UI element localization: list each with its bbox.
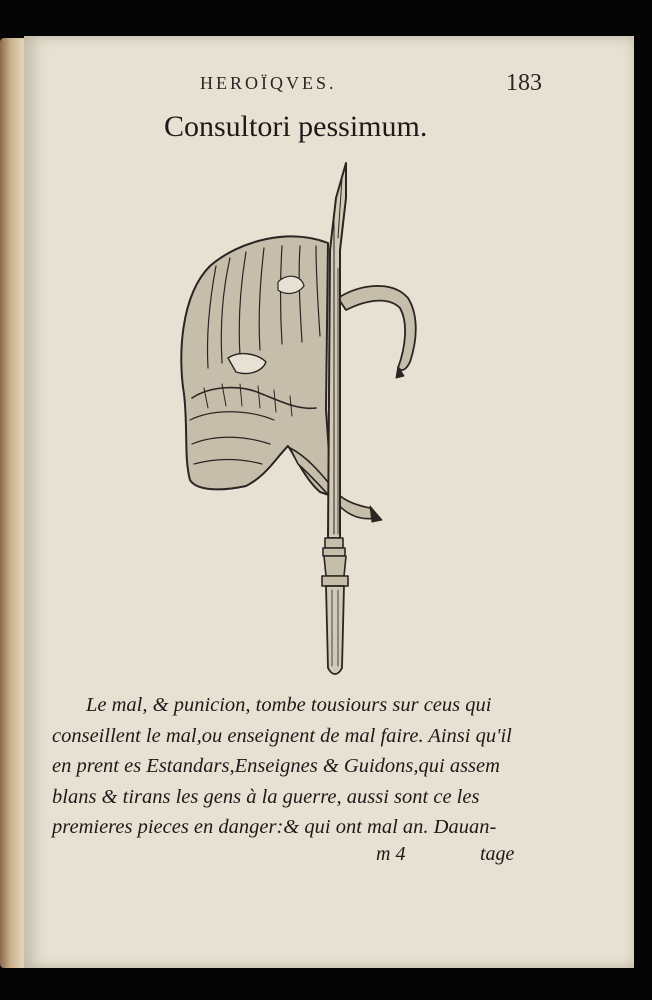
signature-mark: m 4: [376, 843, 406, 865]
catchword: tage: [480, 843, 515, 865]
page-number: 183: [506, 70, 542, 96]
commentary-line: conseillent le mal,ou enseignent de mal faire. Ainsi qu'il: [52, 724, 512, 747]
commentary-line: Le mal, & punicion, tombe tousiours sur ceus qui: [86, 694, 492, 716]
running-title: HEROÏQVES.: [200, 73, 337, 93]
emblem-commentary: [52, 690, 532, 843]
commentary-line: blans & tirans les gens à la guerre, aussi sont ce les: [52, 785, 480, 808]
banner-lance-woodcut-icon: [170, 158, 440, 688]
emblem-motto: Consultori pessimum.: [164, 110, 428, 143]
commentary-line: en prent es Estandars,Enseignes & Guidons,qui assem: [52, 755, 500, 777]
commentary-line: premieres pieces en danger:& qui ont mal an. Dauan-: [52, 816, 497, 838]
